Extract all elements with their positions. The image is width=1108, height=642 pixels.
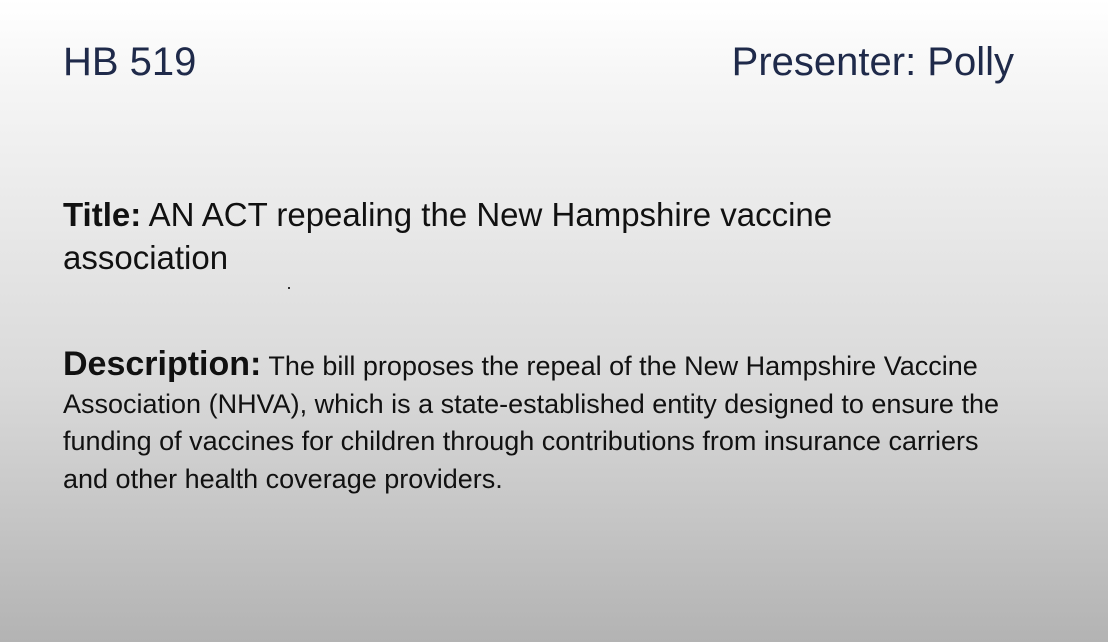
description-label: Description: <box>63 345 262 383</box>
title-text: AN ACT repealing the New Hampshire vaccine association <box>63 196 833 276</box>
presenter-name: Presenter: Polly <box>731 40 1014 84</box>
bill-number: HB 519 <box>63 40 197 84</box>
title-block <box>63 193 1003 279</box>
description-text: The bill proposes the repeal of the New Hampshire Vaccine Association (NHVA), which is a state-established entity designed to ensure the funding of vaccines for children through contributions from insurance carriers and other health coverage providers. <box>63 351 999 494</box>
stray-dot <box>288 287 290 289</box>
description-block <box>63 346 1023 498</box>
title-label: Title: <box>63 196 142 233</box>
